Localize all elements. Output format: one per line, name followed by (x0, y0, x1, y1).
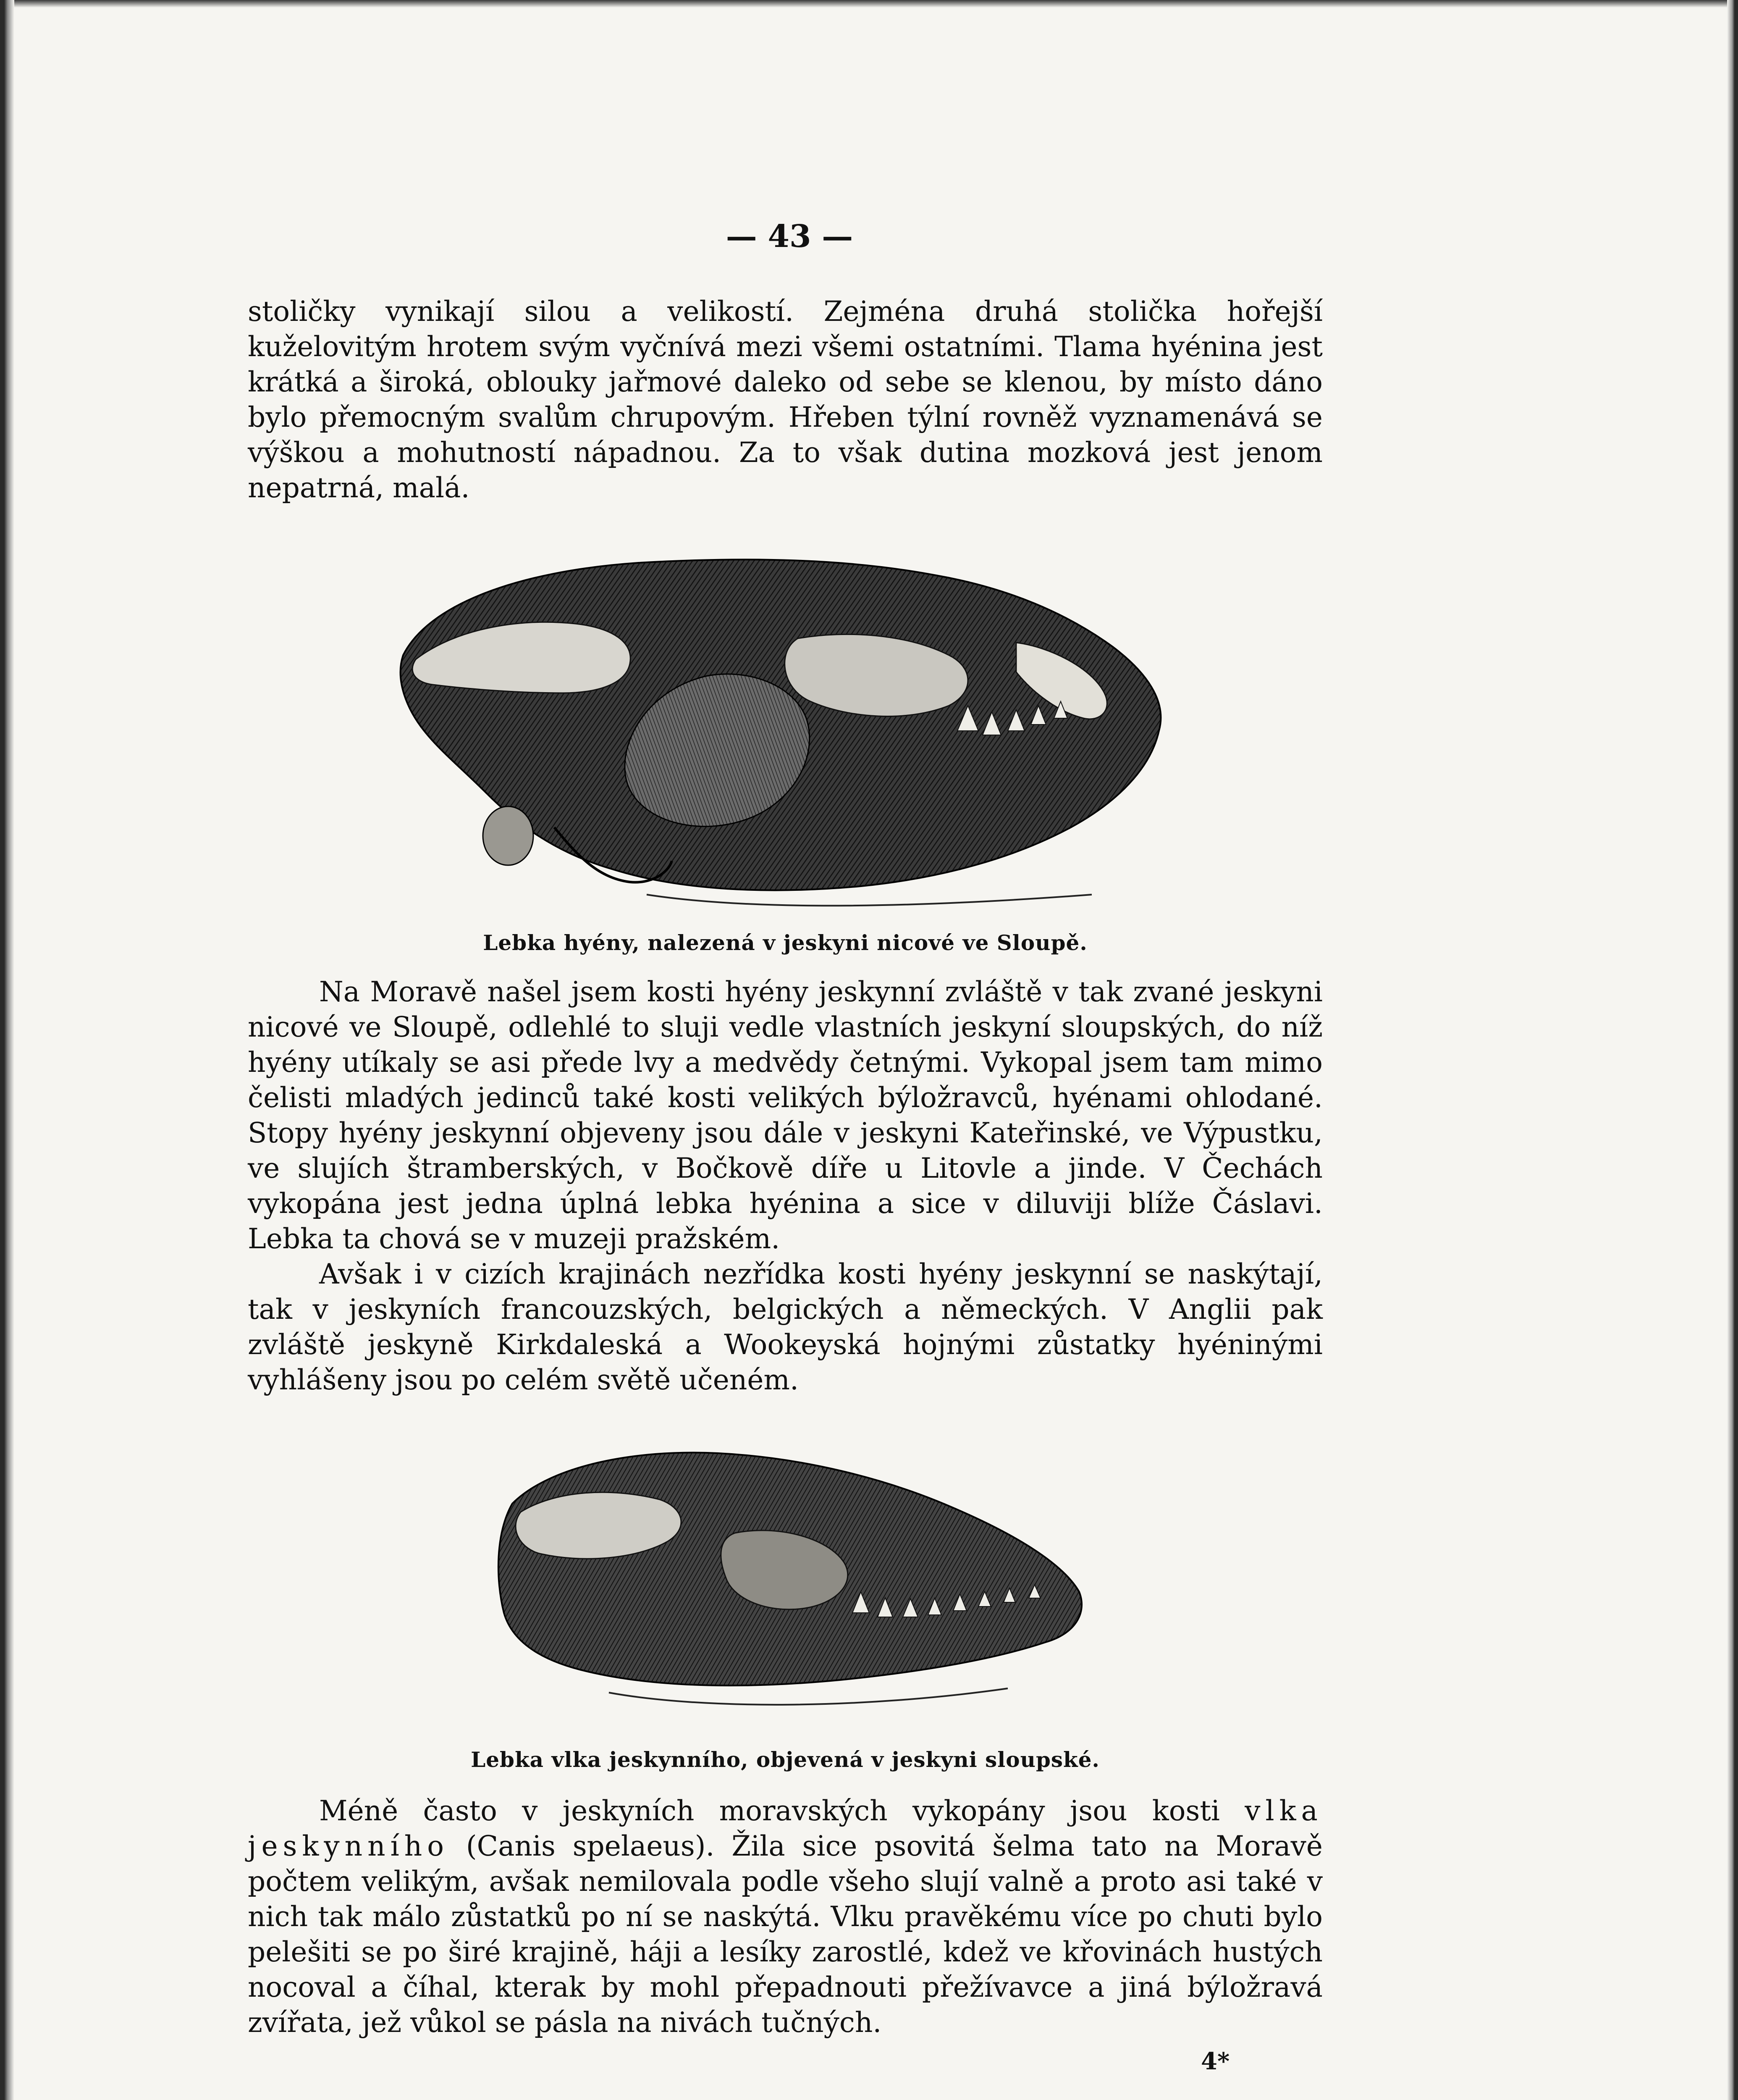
hyena-skull-drawing (378, 533, 1197, 924)
paragraph-block-moravia (248, 974, 1323, 1398)
paragraph-intro (248, 294, 1323, 506)
hyena-skull-illustration (378, 533, 1197, 924)
paragraph-block-wolf (248, 1793, 1323, 2040)
scan-edge-right (1727, 0, 1738, 2100)
paragraph-2: Na Moravě našel jsem kosti hyény jeskynní zvláště v tak zvané jeskyni nicové ve Sloupě, odlehlé to sluji vedle vlastních jeskyní sloupských, do níž hyény utíkaly se asi přede lvy a medvědy četnými. Vykopal jsem tam mimo čelisti mladých jedinců také kosti velikých býložravců, hyénami ohlodané. Stopy hyény jeskynní objeveny jsou dále v jeskyni Kateřinské, ve Výpustku, ve slujích štramberských, v Bočkově díře u Litovle a jinde. V Čechách vykopána jest jedna úplná lebka hyénina a sice v diluviji blíže Čáslavi. Lebka ta chová se v muzeji pražském. (248, 976, 1323, 1255)
paragraph-4 (248, 1793, 1323, 2040)
wolf-skull-drawing (483, 1436, 1096, 1722)
paragraph-4-start: Méně často v jeskyních moravských vykopány jsou kosti (319, 1795, 1220, 1827)
wolf-skull-illustration (483, 1436, 1096, 1722)
signature-mark: 4* (1201, 2048, 1230, 2075)
paragraph-1: stoličky vynikají silou a velikostí. Zejména druhá stolička hořejší kuželovitým hrotem svým vyčnívá mezi všemi ostatními. Tlama hyénina jest krátká a široká, oblouky jařmové daleko od sebe se klenou, by místo dáno bylo přemocným svalům chrupovým. Hřeben týlní rovněž vyznamenává se výškou a mohutností nápadnou. Za to však dutina mozková jest jenom nepatrná, malá. (248, 295, 1323, 504)
hyena-caption: Lebka hyény, nalezená v jeskyni nicové ve Sloupě. (483, 930, 1088, 955)
paragraph-3: Avšak i v cizích krajinách nezřídka kosti hyény jeskynní se naskýtají, tak v jeskyních francouzských, belgických a německých. V Anglii pak zvláště jeskyně Kirkdaleská a Wookeyská hojnými zůstatky hyéninými vyhlášeny jsou po celém světě učeném. (248, 1258, 1323, 1396)
cave-wolf-term: vlka jeskynního (248, 1795, 1323, 1862)
paragraph-4-end: (Canis spelaeus). Žila sice psovitá šelma tato na Moravě počtem velikým, avšak nemilovala podle všeho slují valně a proto asi také v nich tak málo zůstatků po ní se naskýtá. Vlku pravěkému více po chuti bylo pelešiti se po širé krajině, háji a lesíky zarostlé, kdež ve křovinách hustých nocoval a číhal, kterak by mohl přepadnouti přežívavce a jiná býložravá zvířata, jež vůkol se pásla na nivách tučných. (248, 1830, 1323, 2039)
page-number: — 43 — (726, 218, 853, 255)
scan-edge-left (0, 0, 14, 2100)
scan-edge-top (0, 0, 1738, 8)
wolf-caption: Lebka vlka jeskynního, objevená v jeskyni sloupské. (471, 1747, 1100, 1772)
